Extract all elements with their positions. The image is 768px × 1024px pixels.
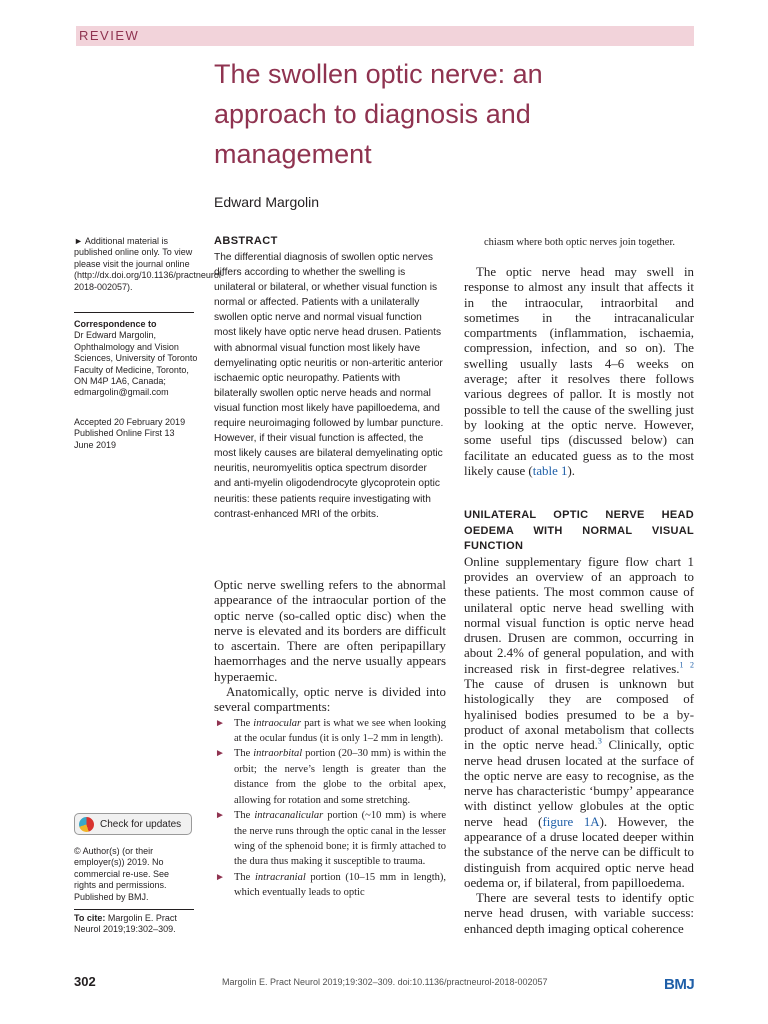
- list-item: ► The intraorbital portion (20–30 mm) is within the orbit; the nerve’s length is greater than the distance from the globe to the orbital apex, allowing for rotation and some stretching.: [215, 748, 447, 806]
- abstract-heading: ABSTRACT: [214, 235, 278, 247]
- list-item: ► The intraocular part is what we see when looking at the ocular fundus (it is only 1–2 mm in length).: [215, 717, 446, 745]
- abstract-text: The differential diagnosis of swollen optic nerves differs according to whether the swelling is unilateral or bilateral, or whether visual function is normal or affected. Patients with a unilaterally swollen optic nerve and normal visual function most likely have optic nerve head drusen. Patients with abnormal visual function most likely have demyelinating optic neuritis or non-arteritic anterior ischaemic optic neuropathy. Patients with bilaterally swollen optic nerve heads and normal visual function most likely have papilloedema, and require neuroimaging followed by lumbar puncture. However, if their visual function is affected, the most likely causes are bilateral demyelinating optic neuritis, neuromyelitis optica spectrum disorder and anti-myelin oligodendrocyte glycoprotein optic neuritis: these patients require investigating with contrast-enhanced MRI of the orbits.: [214, 252, 444, 520]
- bullet-arrow-icon: ►: [215, 810, 225, 822]
- compartment-list: [214, 716, 446, 901]
- bullet-arrow-icon: ►: [215, 871, 225, 883]
- bmj-logo: BMJ: [664, 976, 695, 993]
- article-author: Edward Margolin: [214, 194, 320, 210]
- check-for-updates-button[interactable]: [74, 813, 192, 835]
- list-continuation: chiasm where both optic nerves join together.: [484, 237, 675, 248]
- correspondence-text: Dr Edward Margolin, Ophthalmology and Vision Sciences, University of Toronto Faculty of Medicine, Toronto, ON M4P 1A6, Canada; edmargolin@gmail.com: [74, 330, 198, 398]
- cite-label: To cite:: [74, 913, 106, 923]
- correspondence-block: [74, 319, 200, 399]
- body-paragraph: Online supplementary figure flow chart 1 provides an overview of an approach to these patients. The most common cause of unilateral optic nerve head swelling with normal visual function is optic nerve head drusen. Drusen are common, occurring in about 2.4% of general population, and with increased risk in first-degree relatives.$^{1 2}$ The cause of drusen is unknown but histologically they are composed of hyalinised bodies presumed to be a by-product of axonal metabolism that collects in the optic nerve head.$^3$ Clinically, optic nerve head drusen located at the surface of the optic nerve are easy to recognise, as the nerve has characteristic ‘bumpy’ appearance with distinct yellow globules at the optic nerve head (figure 1A). However, the appearance of a druse located deeper within the substance of the nerve can be difficult to distinguish from acquired optic nerve head oedema or, if bilateral, from papilloedema.: [464, 554, 694, 890]
- body-column-2: [464, 265, 694, 937]
- list-item: ► The intracranial portion (10–15 mm in length), which eventually leads to optic: [215, 871, 446, 899]
- body-paragraph: Optic nerve swelling refers to the abnormal appearance of the intraocular portion of the optic nerve (so-called optic disc) when the nerve is elevated and its borders are difficult to ascertain. There are often peripapillary haemorrhages and the nerve usually appears hyperaemic.: [214, 578, 446, 684]
- sidebar-divider: [74, 312, 194, 313]
- page-number: 302: [74, 974, 96, 989]
- cite-text: Margolin E. Pract Neurol 2019;19:302–309.: [74, 913, 177, 935]
- body-paragraph: There are several tests to identify optic nerve head drusen, with variable success: enhanced depth imaging optical coherence: [464, 891, 694, 936]
- crossmark-icon: [79, 817, 94, 832]
- reference-link[interactable]: 1 2: [679, 660, 694, 670]
- section-label: REVIEW: [79, 28, 140, 43]
- accepted-date: Accepted 20 February 2019: [74, 417, 186, 427]
- bullet-arrow-icon: ►: [215, 717, 225, 729]
- figure-1a-link[interactable]: figure 1A: [542, 814, 600, 829]
- dates-block: [74, 417, 194, 451]
- section-band: [76, 26, 694, 46]
- copyright-note: © Author(s) (or their employer(s)) 2019. No commercial re-use. See rights and permissions. Published by BMJ.: [74, 846, 170, 902]
- article-title: The swollen optic nerve: an approach to diagnosis and management: [214, 59, 543, 169]
- cite-block: [74, 913, 192, 936]
- additional-material-note: ► Additional material is published online only. To view please visit the journal online (http://dx.doi.org/10.1136/practneurol-2018-002057).: [74, 236, 224, 292]
- sidebar-divider: [74, 909, 194, 910]
- reference-link[interactable]: 3: [597, 736, 602, 746]
- table-1-link[interactable]: table 1: [532, 463, 568, 478]
- correspondence-label: Correspondence to: [74, 319, 157, 329]
- list-item: ► The intracanalicular portion (~10 mm) is where the nerve runs through the optic canal in the lesser wing of the sphenoid bone; it is firmly attached to the dura thus making it susceptible to trauma.: [215, 810, 447, 868]
- bullet-arrow-icon: ►: [215, 748, 225, 760]
- section-heading: UNILATERAL OPTIC NERVE HEAD OEDEMA WITH NORMAL VISUAL FUNCTION: [464, 509, 694, 553]
- check-for-updates-label: Check for updates: [100, 818, 182, 830]
- body-column-1: [214, 578, 446, 901]
- body-paragraph: The optic nerve head may swell in response to almost any insult that affects it in the intraocular, intraorbital and sometimes in the intracanalicular compartments (inflammation, ischaemia, compression, infection, and so on). The swelling usually lasts 4–6 weeks on average; after it resolves there follows various degrees of pallor. It is mostly not possible to tell the cause of the swelling just by looking at the optic nerve. However, some useful tips (discussed below) can facilitate an educated guess as to the most likely cause (table 1).: [464, 265, 694, 478]
- body-paragraph: Anatomically, optic nerve is divided into several compartments:: [214, 685, 446, 715]
- published-date: Published Online First 13 June 2019: [74, 428, 175, 450]
- footer-citation: Margolin E. Pract Neurol 2019;19:302–309. doi:10.1136/practneurol-2018-002057: [222, 977, 548, 987]
